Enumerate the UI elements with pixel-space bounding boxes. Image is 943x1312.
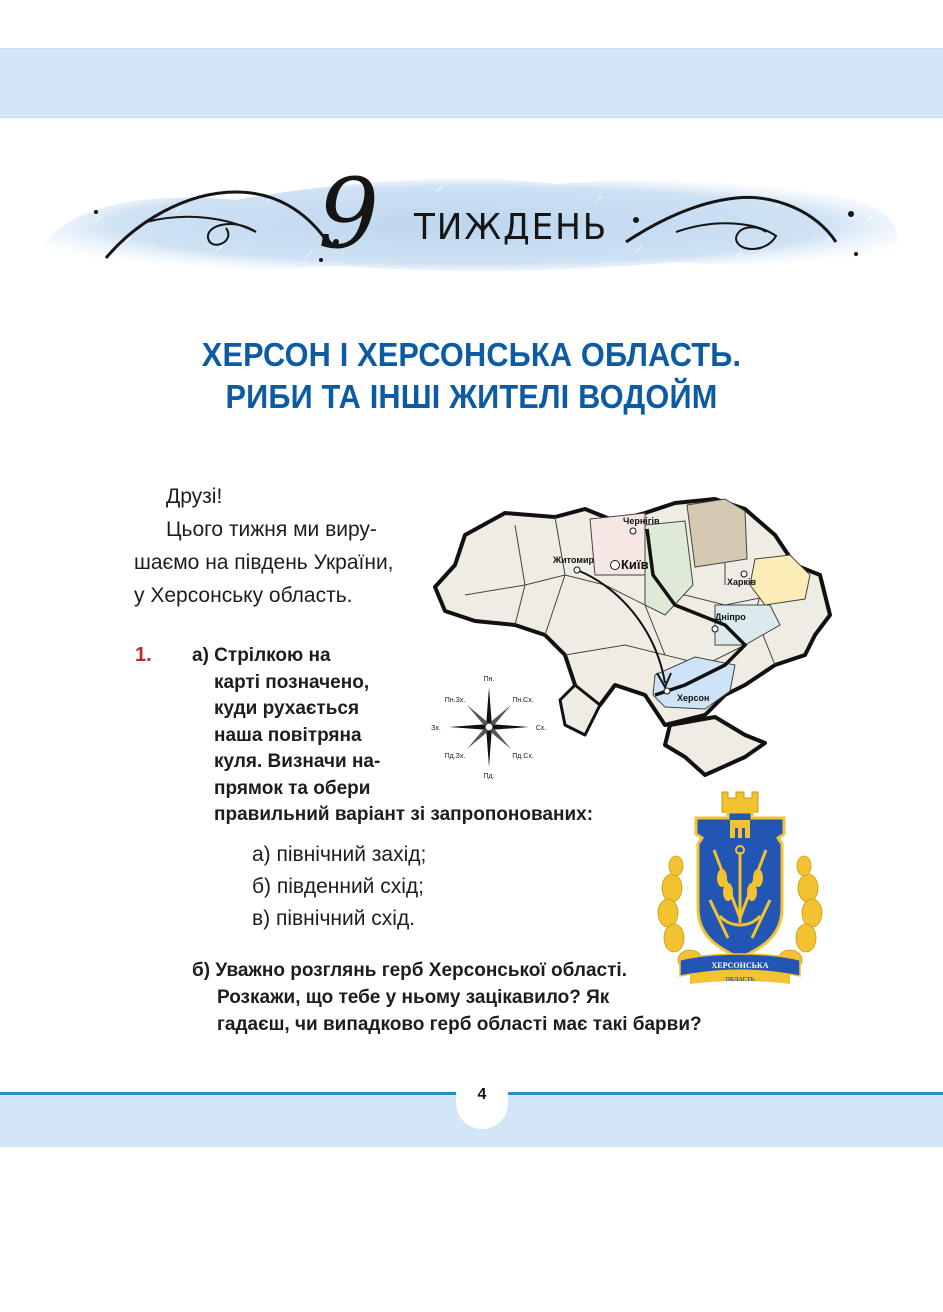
compass-southwest: Пд.Зх. — [444, 753, 466, 760]
compass-west: Зх. — [431, 725, 441, 732]
page-number: 4 — [477, 1086, 487, 1103]
week-number: 9 — [318, 158, 380, 270]
week-label: ТИЖДЕНЬ — [414, 207, 609, 248]
task-line: прямок та обери — [214, 777, 371, 799]
compass-north: Пн. — [483, 676, 495, 683]
city-label-kherson: Херсон — [677, 693, 710, 703]
intro-line: Цього тижня ми виру- — [166, 518, 377, 541]
intro-line: у Херсонську область. — [134, 584, 353, 607]
task-number: 1. — [135, 644, 152, 666]
city-label-zhytomyr: Житомир — [553, 555, 595, 565]
city-label-kyiv: Київ — [621, 557, 649, 572]
city-label-dnipro: Дніпро — [715, 612, 746, 622]
compass-southeast: Пд.Сх. — [512, 753, 534, 760]
compass-east: Сх. — [535, 725, 547, 732]
page-title — [0, 334, 943, 418]
task-1a-text — [192, 643, 593, 829]
task-line: карті позначено, — [214, 671, 370, 693]
ribbon-text-2: ОБЛАСТЬ — [725, 977, 755, 983]
task-line: наша повітряна — [214, 724, 362, 746]
compass-northwest: Пн.Зх. — [444, 697, 466, 704]
city-label-chernihiv: Чернігів — [623, 516, 660, 526]
city-label-kharkiv: Харків — [727, 577, 757, 587]
header-band — [0, 48, 943, 118]
task-line: гадаєш, чи випадково герб області має такі барви? — [217, 1014, 702, 1035]
task-line: куля. Визначи на- — [214, 751, 381, 772]
intro-line: шаємо на південь України, — [134, 551, 394, 574]
title-line-1: ХЕРСОН І ХЕРСОНСЬКА ОБЛАСТЬ. — [201, 336, 742, 373]
answer-options — [252, 839, 426, 935]
task-line: а) Стрілкою на — [192, 645, 331, 666]
task-line: Розкажи, що тебе у ньому зацікавило? Як — [217, 987, 610, 1008]
option-b: б) південний схід; — [252, 875, 424, 898]
task-1b-text — [192, 957, 702, 1038]
option-c: в) північний схід. — [252, 907, 416, 930]
task-line: правильний варіант зі запропонованих: — [214, 804, 594, 825]
task-line: б) Уважно розглянь герб Херсонської області. — [192, 960, 627, 981]
greeting: Друзі! — [166, 485, 223, 508]
option-a: а) північний захід; — [252, 843, 427, 866]
compass-northeast: Пн.Сх. — [512, 697, 534, 704]
intro-paragraph — [134, 480, 424, 612]
title-line-2: РИБИ ТА ІНШІ ЖИТЕЛІ ВОДОЙМ — [225, 378, 718, 415]
ribbon-text-1: ХЕРСОНСЬКА — [711, 961, 769, 970]
task-line: куди рухається — [214, 698, 360, 719]
compass-south: Пд. — [483, 773, 495, 780]
